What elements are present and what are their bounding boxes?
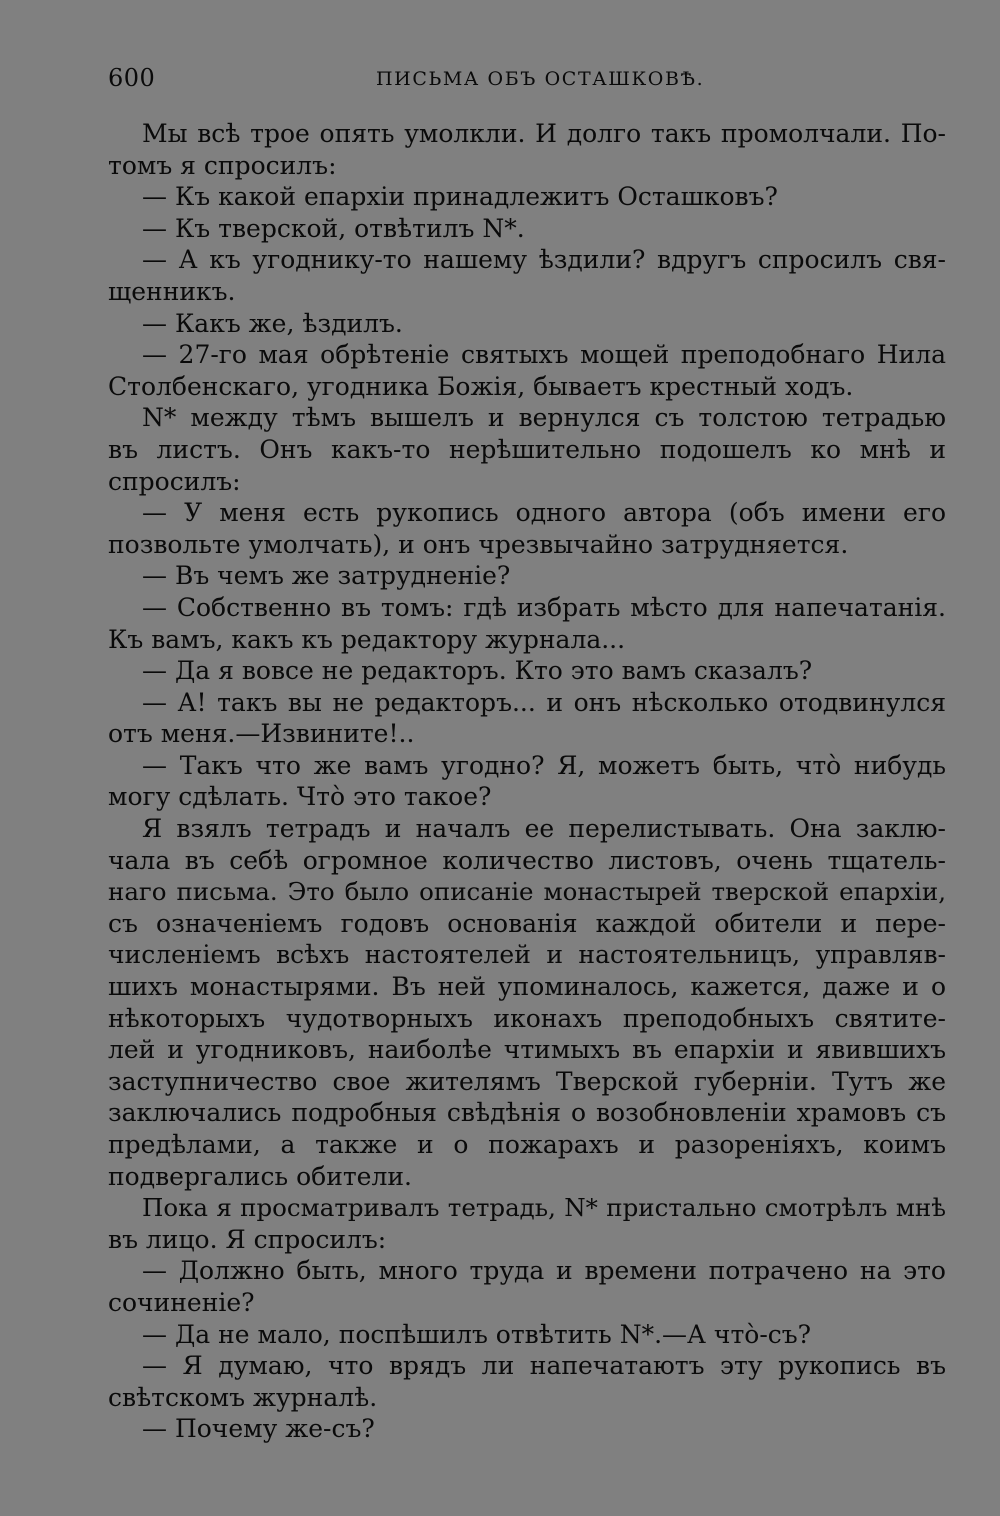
running-title: ПИСЬМА ОБЪ ОСТАШКОВѢ. bbox=[376, 68, 705, 90]
text-line: — Да не мало, поспѣшилъ отвѣтить N*.—А что̀-съ? bbox=[142, 1319, 812, 1349]
text-line: шихъ монастырями. Въ ней упоминалось, кажется, даже и о bbox=[108, 972, 946, 1002]
text-line: — Я думаю, что врядъ ли напечатаютъ эту рукопись въ bbox=[142, 1351, 946, 1381]
text-line: могу сдѣлать. Что̀ это такое? bbox=[108, 782, 492, 812]
text-line: N* между тѣмъ вышелъ и вернулся съ толстою тетрадью bbox=[142, 403, 946, 433]
text-line: въ лицо. Я спросилъ: bbox=[108, 1224, 387, 1254]
text-line: — Собственно въ томъ: гдѣ избрать мѣсто для напечатанія. bbox=[142, 592, 946, 622]
page-number: 600 bbox=[108, 64, 156, 92]
text-line: предѣлами, а также и о пожарахъ и разореніяхъ, коимъ bbox=[108, 1130, 946, 1159]
text-line: Я взялъ тетрадъ и началъ ее перелистывать. Она заклю- bbox=[142, 814, 946, 844]
text-line: чала въ себѣ огромное количество листовъ, очень тщатель- bbox=[108, 845, 946, 875]
text-line: — Какъ же, ѣздилъ. bbox=[142, 308, 403, 338]
text-line: отъ меня.—Извините!.. bbox=[108, 719, 415, 749]
body-text bbox=[108, 118, 946, 1445]
text-line: съ означеніемъ годовъ основанія каждой обители и пере- bbox=[108, 908, 946, 938]
text-line: — Должно быть, много труда и времени потрачено на это bbox=[142, 1256, 946, 1286]
text-line: сочиненіе? bbox=[108, 1287, 255, 1317]
text-line: Мы всѣ трое опять умолкли. И долго такъ промолчали. По- bbox=[142, 119, 946, 148]
text-line: заступничество свое жителямъ Тверской губерніи. Тутъ же bbox=[108, 1066, 946, 1096]
text-line: спросилъ: bbox=[108, 466, 241, 496]
text-line: нѣкоторыхъ чудотворныхъ иконахъ преподобныхъ святите- bbox=[108, 1003, 946, 1033]
text-line: — У меня есть рукопись одного автора (объ имени его bbox=[142, 498, 946, 528]
text-line: Пока я просматривалъ тетрадь, N* пристально смотрѣлъ мнѣ bbox=[142, 1193, 946, 1223]
text-line: — А къ угоднику-то нашему ѣздили? вдругъ спросилъ свя- bbox=[142, 245, 946, 275]
text-line: — Да я вовсе не редакторъ. Кто это вамъ сказалъ? bbox=[142, 656, 813, 686]
text-line: заключались подробныя свѣдѣнія о возобновленіи храмовъ съ bbox=[108, 1098, 946, 1128]
text-line: Къ вамъ, какъ къ редактору журнала... bbox=[108, 624, 626, 654]
text-line: — Къ тверской, отвѣтилъ N*. bbox=[142, 213, 525, 243]
text-line: лей и угодниковъ, наиболѣе чтимыхъ въ епархіи и явившихъ bbox=[108, 1035, 946, 1065]
text-line: — Почему же-съ? bbox=[142, 1414, 375, 1444]
text-line: — Къ какой епархіи принадлежитъ Осташковъ? bbox=[142, 182, 778, 212]
text-line: томъ я спросилъ: bbox=[108, 150, 337, 180]
text-line: — Такъ что же вамъ угодно? Я, можетъ быть, что̀ нибудь bbox=[142, 750, 946, 780]
text-line: — А! такъ вы не редакторъ... и онъ нѣсколько отодвинулся bbox=[142, 687, 946, 717]
text-line: подвергались обители. bbox=[108, 1161, 412, 1191]
text-line: численіемъ всѣхъ настоятелей и настоятельницъ, управляв- bbox=[108, 940, 946, 970]
text-line: въ листъ. Онъ какъ-то нерѣшительно подошелъ ко мнѣ и bbox=[108, 434, 946, 464]
page-header bbox=[108, 64, 946, 94]
text-line: — Въ чемъ же затрудненіе? bbox=[142, 561, 511, 591]
text-line: щенникъ. bbox=[108, 276, 236, 306]
text-line: — 27-го мая обрѣтеніе святыхъ мощей преподобнаго Нила bbox=[142, 340, 946, 370]
text-line: свѣтскомъ журналѣ. bbox=[108, 1382, 378, 1412]
text-line: наго письма. Это было описаніе монастырей тверской епархіи, bbox=[108, 877, 946, 907]
text-line: позвольте умолчать), и онъ чрезвычайно затрудняется. bbox=[108, 529, 849, 559]
text-line: Столбенскаго, угодника Божія, бываетъ крестный ходъ. bbox=[108, 371, 854, 401]
